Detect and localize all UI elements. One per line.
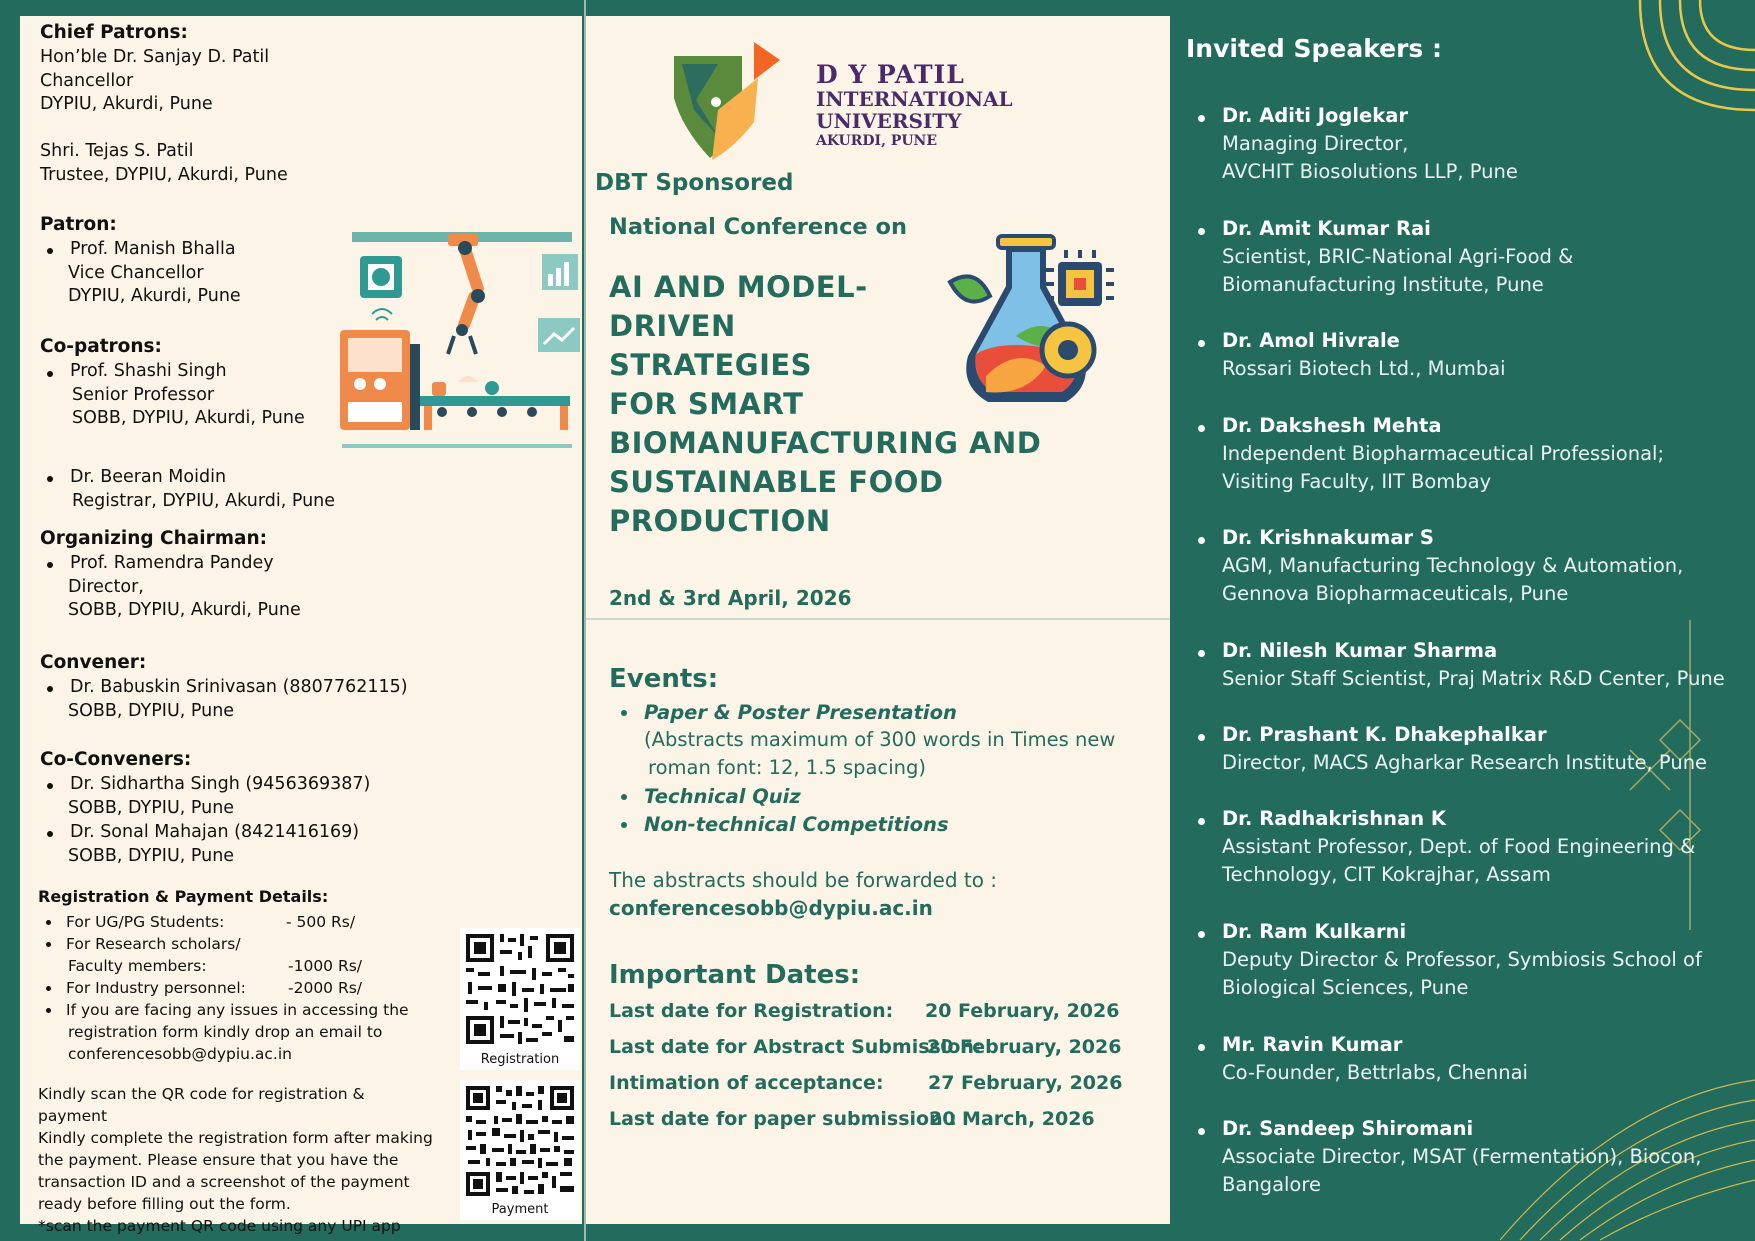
- copatron-1: [70, 360, 305, 431]
- copatron-1-title: Senior Professor: [72, 384, 215, 405]
- copatron-1-name: Prof. Shashi Singh: [70, 361, 227, 381]
- speaker-affiliation: Deputy Director & Professor, Symbiosis School of: [1222, 948, 1702, 971]
- fee-ug-pg-value: - 500 Rs/: [286, 913, 356, 931]
- registration-qr-label: Registration: [480, 1052, 560, 1067]
- speaker-affiliation: Senior Staff Scientist, Praj Matrix R&D Center, Pune: [1222, 667, 1725, 690]
- speaker-name: Dr. Aditi Joglekar: [1222, 104, 1409, 127]
- middle-divider: [586, 618, 1170, 620]
- convener-heading: Convener:: [40, 652, 147, 673]
- fee-research-label: For Research scholars/: [66, 935, 241, 953]
- scan-note-line: Kindly scan the QR code for registration & payment: [38, 1085, 365, 1125]
- conference-date: 2nd & 3rd April, 2026: [609, 586, 852, 610]
- bullet: [46, 920, 51, 925]
- chief-patron-1-title: Chancellor: [40, 70, 134, 91]
- speaker-affiliation: Biomanufacturing Institute, Pune: [1222, 273, 1544, 296]
- speaker-affiliation: AGM, Manufacturing Technology & Automation,: [1222, 554, 1684, 577]
- fee-note-email[interactable]: conferencesobb@dypiu.ac.in: [68, 1045, 292, 1063]
- speaker-name: Dr. Dakshesh Mehta: [1222, 414, 1442, 437]
- speaker-name: Dr. Prashant K. Dhakephalkar: [1222, 723, 1547, 746]
- org-chair-org: SOBB, DYPIU, Akurdi, Pune: [68, 600, 301, 621]
- chief-patron-2-title: Trustee, DYPIU, Akurdi, Pune: [40, 164, 288, 185]
- date-label-abstract: Last date for Abstract Submission:: [609, 1036, 982, 1058]
- event-technical-quiz: Technical Quiz: [644, 785, 801, 808]
- speaker-name: Mr. Ravin Kumar: [1222, 1033, 1403, 1056]
- bullet: [621, 794, 627, 800]
- copatron-1-org: SOBB, DYPIU, Akurdi, Pune: [72, 408, 305, 429]
- fee-industry-label: For Industry personnel:: [66, 979, 246, 997]
- speaker-name: Dr. Sandeep Shiromani: [1222, 1117, 1474, 1140]
- speaker-affiliation: Rossari Biotech Ltd., Mumbai: [1222, 357, 1506, 380]
- title-line: STRATEGIES: [609, 348, 813, 382]
- event-paper-note-2: roman font: 12, 1.5 spacing): [648, 756, 926, 779]
- scan-note-line: Kindly complete the registration form after making: [38, 1129, 433, 1147]
- org-chair-entry: [68, 552, 301, 623]
- convener-entry: [68, 676, 408, 723]
- bullet: [1198, 818, 1205, 825]
- title-line: BIOMANUFACTURING AND: [609, 426, 1042, 460]
- bullet: [46, 986, 51, 991]
- title-line: AI AND MODEL-: [609, 270, 868, 304]
- speaker-affiliation: Director, MACS Agharkar Research Institute, Pune: [1222, 751, 1708, 774]
- payment-qr[interactable]: [460, 1080, 580, 1220]
- logo-line-3: UNIVERSITY: [816, 109, 962, 133]
- coconvener-1: [68, 773, 370, 820]
- speaker-name: Dr. Ram Kulkarni: [1222, 920, 1407, 943]
- speaker-affiliation: AVCHIT Biosolutions LLP, Pune: [1222, 160, 1518, 183]
- coconveners-heading: Co-Conveners:: [40, 749, 192, 770]
- bullet: [1198, 1128, 1205, 1135]
- sponsor-label: DBT Sponsored: [595, 170, 794, 196]
- date-value-abstract: 20 February, 2026: [927, 1036, 1122, 1058]
- speaker-name: Dr. Amol Hivrale: [1222, 329, 1400, 352]
- scan-note-line: the payment. Please ensure that you have the: [38, 1151, 399, 1169]
- logo-line-1: D Y PATIL: [816, 60, 965, 89]
- event-paper-poster: Paper & Poster Presentation: [644, 701, 957, 724]
- abstract-note: The abstracts should be forwarded to :: [609, 868, 998, 892]
- date-label-acceptance: Intimation of acceptance:: [609, 1072, 884, 1094]
- chief-patron-1-name: Hon’ble Dr. Sanjay D. Patil: [40, 47, 270, 67]
- copatrons-heading: Co-patrons:: [40, 336, 162, 357]
- coconvener-2-org: SOBB, DYPIU, Pune: [68, 845, 235, 866]
- speaker-affiliation: Independent Biopharmaceutical Professional;: [1222, 442, 1665, 465]
- chief-patron-2-name: Shri. Tejas S. Patil: [40, 141, 194, 161]
- bullet: [46, 942, 51, 947]
- speaker-affiliation: Bangalore: [1222, 1173, 1321, 1196]
- speaker-name: Dr. Nilesh Kumar Sharma: [1222, 639, 1498, 662]
- patron-org: DYPIU, Akurdi, Pune: [68, 286, 241, 307]
- conference-on-label: National Conference on: [609, 214, 908, 240]
- speaker-name: Dr. Amit Kumar Rai: [1222, 217, 1431, 240]
- title-line: PRODUCTION: [609, 504, 831, 538]
- events-heading: Events:: [609, 664, 719, 694]
- date-value-paper: 20 March, 2026: [929, 1108, 1095, 1130]
- bullet: [621, 822, 627, 828]
- chief-patrons-heading: Chief Patrons:: [40, 22, 188, 43]
- flask-gear-icon: [946, 226, 1132, 416]
- scan-note-line: ready before filling out the form.: [38, 1195, 291, 1213]
- coconvener-2-name: Dr. Sonal Mahajan (8421416169): [70, 822, 360, 842]
- fee-note-line-2: registration form kindly drop an email to: [68, 1023, 383, 1041]
- patron-entry: [68, 238, 241, 309]
- bullet: [1198, 340, 1205, 347]
- bullet: [1198, 650, 1205, 657]
- patron-heading: Patron:: [40, 214, 117, 235]
- abstract-email-link[interactable]: conferencesobb@dypiu.ac.in: [609, 896, 933, 920]
- fee-industry-value: -2000 Rs/: [288, 979, 363, 997]
- patron-title: Vice Chancellor: [68, 262, 204, 283]
- fee-faculty-label: Faculty members:: [68, 957, 207, 975]
- scan-note-line: transaction ID and a screenshot of the payment: [38, 1173, 410, 1191]
- org-chair-heading: Organizing Chairman:: [40, 528, 268, 549]
- coconvener-1-org: SOBB, DYPIU, Pune: [68, 797, 235, 818]
- bullet: [1198, 1044, 1205, 1051]
- bullet: [1198, 537, 1205, 544]
- bullet: [47, 476, 53, 482]
- speaker-affiliation: Managing Director,: [1222, 132, 1409, 155]
- convener-name: Dr. Babuskin Srinivasan (8807762115): [70, 677, 408, 697]
- date-value-acceptance: 27 February, 2026: [928, 1072, 1123, 1094]
- event-paper-note-1: (Abstracts maximum of 300 words in Times new: [644, 728, 1116, 751]
- left-panel: [20, 16, 582, 1235]
- chief-patron-1: [40, 46, 269, 117]
- date-label-registration: Last date for Registration:: [609, 1000, 894, 1022]
- org-chair-name: Prof. Ramendra Pandey: [70, 553, 274, 573]
- university-wordmark: [816, 62, 1013, 150]
- bullet: [1198, 931, 1205, 938]
- chief-patron-2: [40, 140, 288, 187]
- copatron-2-name: Dr. Beeran Moidin: [70, 467, 227, 487]
- bullet: [1198, 734, 1205, 741]
- title-line: SUSTAINABLE FOOD: [609, 465, 944, 499]
- registration-qr[interactable]: [460, 928, 580, 1070]
- bullet: [1198, 425, 1205, 432]
- bullet: [47, 783, 53, 789]
- fee-ug-pg-label: For UG/PG Students:: [66, 913, 225, 931]
- date-value-registration: 20 February, 2026: [925, 1000, 1120, 1022]
- speaker-affiliation: Biological Sciences, Pune: [1222, 976, 1469, 999]
- speaker-affiliation: Assistant Professor, Dept. of Food Engineering &: [1222, 835, 1696, 858]
- speaker-affiliation: Visiting Faculty, IIT Bombay: [1222, 470, 1492, 493]
- bullet: [1198, 115, 1205, 122]
- event-non-technical: Non-technical Competitions: [644, 813, 949, 836]
- bullet: [621, 710, 627, 716]
- bullet: [47, 562, 53, 568]
- bullet: [47, 831, 53, 837]
- bullet: [47, 371, 53, 377]
- fee-list: [40, 911, 440, 1091]
- logo-line-2: INTERNATIONAL: [816, 87, 1013, 111]
- patron-name: Prof. Manish Bhalla: [70, 239, 236, 259]
- org-chair-title: Director,: [68, 576, 144, 597]
- bullet: [47, 248, 53, 254]
- speaker-affiliation: Gennova Biopharmaceuticals, Pune: [1222, 582, 1569, 605]
- invited-speakers-heading: Invited Speakers :: [1186, 34, 1443, 63]
- title-line: DRIVEN: [609, 309, 736, 343]
- speaker-name: Dr. Radhakrishnan K: [1222, 807, 1446, 830]
- speaker-name: Dr. Krishnakumar S: [1222, 526, 1434, 549]
- payment-qr-label: Payment: [491, 1202, 549, 1217]
- convener-org: SOBB, DYPIU, Pune: [68, 700, 235, 721]
- copatron-2: [70, 466, 335, 513]
- bullet: [46, 1008, 51, 1013]
- date-label-paper: Last date for paper submission :: [609, 1108, 957, 1130]
- coconvener-1-name: Dr. Sidhartha Singh (9456369387): [70, 774, 371, 794]
- important-dates-heading: Important Dates:: [609, 960, 861, 990]
- university-logo-icon: [672, 38, 800, 162]
- speaker-affiliation: Technology, CIT Kokrajhar, Assam: [1222, 863, 1551, 886]
- right-panel: [1186, 0, 1755, 1241]
- title-line: FOR SMART: [609, 387, 804, 421]
- qr-code-icon: [460, 1080, 580, 1202]
- registration-heading: Registration & Payment Details:: [38, 887, 329, 906]
- fee-research-value: -1000 Rs/: [288, 957, 363, 975]
- bullet: [1198, 228, 1205, 235]
- speaker-affiliation: Associate Director, MSAT (Fermentation), Biocon,: [1222, 1145, 1702, 1168]
- logo-line-4: AKURDI, PUNE: [816, 133, 938, 149]
- bullet: [47, 686, 53, 692]
- coconvener-2: [68, 821, 359, 868]
- qr-code-icon: [460, 928, 580, 1052]
- copatron-2-title: Registrar, DYPIU, Akurdi, Pune: [72, 490, 336, 511]
- robot-arm-illustration: [332, 226, 584, 466]
- fee-note-line-1: If you are facing any issues in accessing the: [66, 1001, 409, 1019]
- middle-panel: [586, 16, 1170, 1224]
- scan-note: [38, 1083, 438, 1237]
- chief-patron-1-org: DYPIU, Akurdi, Pune: [40, 94, 213, 115]
- speaker-affiliation: Scientist, BRIC-National Agri-Food &: [1222, 245, 1574, 268]
- scan-note-line: *scan the payment QR code using any UPI app: [38, 1217, 401, 1235]
- speaker-affiliation: Co-Founder, Bettrlabs, Chennai: [1222, 1061, 1528, 1084]
